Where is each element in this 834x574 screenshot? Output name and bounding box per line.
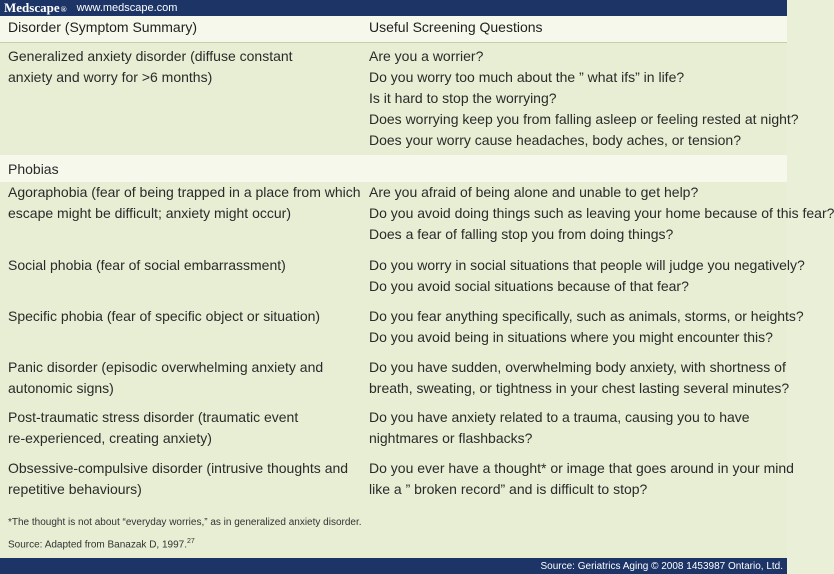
table-row-disorder: Obsessive-compulsive disorder (intrusive thoughts and repetitive behaviours) bbox=[8, 460, 349, 497]
medscape-footer bbox=[0, 558, 787, 574]
header-divider bbox=[0, 42, 787, 43]
table-row-disorder: Agoraphobia (fear of being trapped in a place from which escape might be difficult; anxiety might occur) bbox=[8, 184, 361, 221]
footnotes bbox=[0, 514, 787, 558]
table-row-questions: Are you a worrier? Do you worry too much about the ” what ifs” in life? Is it hard to stop the worrying? Does worrying keep you from falling asleep or feeling rested at night? Does your worry cause headaches, body aches, or tension? bbox=[369, 48, 799, 148]
table-row-disorder: Specific phobia (fear of specific object or situation) bbox=[8, 308, 321, 324]
table-row-questions: Do you have anxiety related to a trauma, causing you to have nightmares or flashbacks? bbox=[369, 409, 750, 446]
table-row-questions: Are you afraid of being alone and unable to get help? Do you avoid doing things such as leaving your home because of this fear? Does a fear of falling stop you from doing things? bbox=[369, 184, 834, 242]
section-label-phobias: Phobias bbox=[8, 161, 59, 177]
table-row-questions: Do you fear anything specifically, such as animals, storms, or heights? Do you avoid being in situations where you might encounter this? bbox=[369, 308, 804, 345]
footnote-thought: *The thought is not about “everyday worries,” as in generalized anxiety disorder. bbox=[8, 517, 362, 528]
column-header-disorder: Disorder (Symptom Summary) bbox=[8, 19, 198, 35]
table-row-disorder: Panic disorder (episodic overwhelming anxiety and autonomic signs) bbox=[8, 359, 324, 396]
source-credit: Source: Geriatrics Aging © 2008 1453987 Ontario, Ltd. bbox=[540, 560, 783, 572]
table-row-disorder: Generalized anxiety disorder (diffuse constant anxiety and worry for >6 months) bbox=[8, 48, 293, 85]
table-row-questions: Do you ever have a thought* or image that goes around in your mind like a ” broken record” and is difficult to stop? bbox=[369, 460, 794, 497]
site-url[interactable]: www.medscape.com bbox=[76, 2, 178, 14]
reference-superscript: 27 bbox=[187, 538, 195, 545]
medscape-logo[interactable]: Medscape® bbox=[4, 0, 67, 15]
table-row-questions: Do you have sudden, overwhelming body anxiety, with shortness of breath, sweating, or tightness in your chest lasting several minutes? bbox=[369, 359, 790, 396]
column-header-questions: Useful Screening Questions bbox=[369, 19, 543, 35]
table-row-disorder: Social phobia (fear of social embarrassment) bbox=[8, 257, 286, 273]
medscape-header bbox=[0, 0, 787, 16]
screening-table bbox=[0, 16, 834, 514]
table-row-disorder: Post-traumatic stress disorder (traumatic event re-experienced, creating anxiety) bbox=[8, 409, 299, 446]
table-row-questions: Do you worry in social situations that people will judge you negatively? Do you avoid social situations because of that fear? bbox=[369, 257, 805, 294]
footnote-source: Source: Adapted from Banazak D, 1997.27 bbox=[8, 538, 195, 551]
section-row-band bbox=[0, 155, 787, 182]
